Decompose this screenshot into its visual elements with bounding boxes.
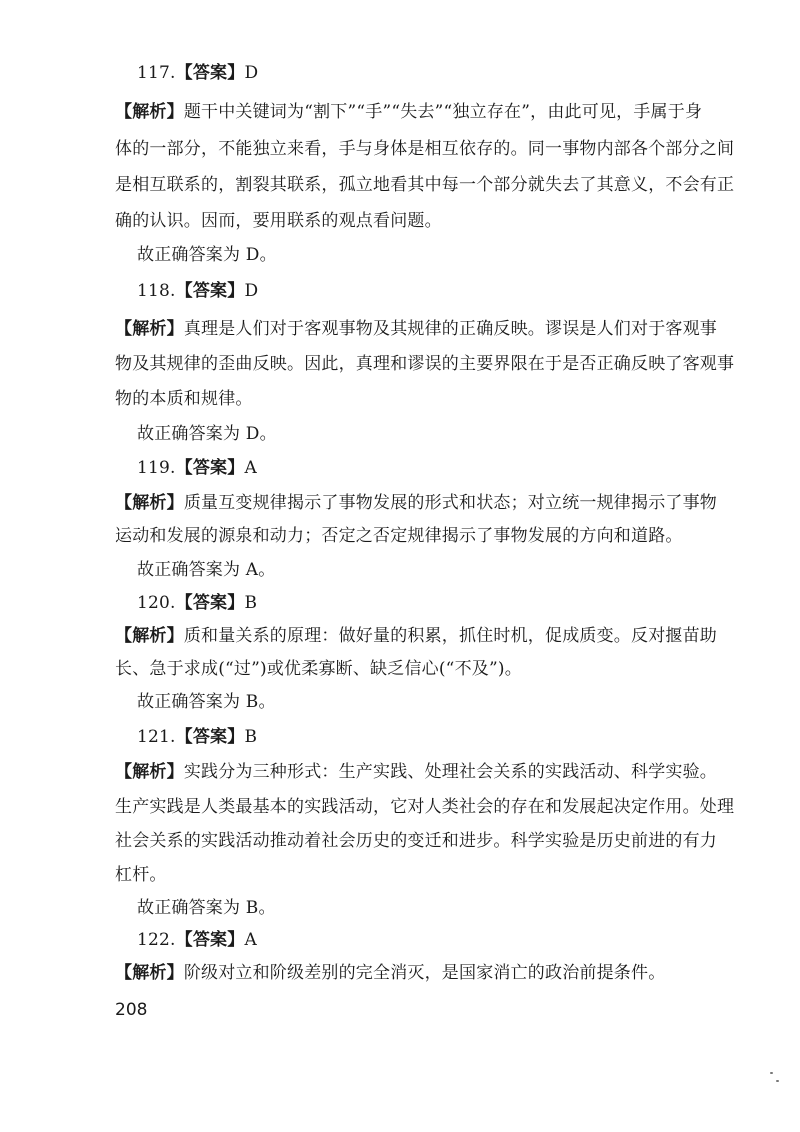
answer-heading-121: 121.【答案】B [137, 727, 258, 747]
answer-tag: 【答案】 [175, 727, 245, 747]
analysis-line: 【解析】质量互变规律揭示了事物发展的形式和状态；对立统一规律揭示了事物 [115, 493, 718, 513]
analysis-line: 【解析】真理是人们对于客观事物及其规律的正确反映。谬误是人们对于客观事 [115, 319, 718, 339]
analysis-tag: 【解析】 [115, 963, 184, 983]
answer-heading-119: 119.【答案】A [137, 458, 257, 478]
analysis-line: 是相互联系的，割裂其联系，孤立地看其中每一个部分就失去了其意义，不会有正 [115, 175, 735, 195]
analysis-line: 生产实践是人类最基本的实践活动，它对人类社会的存在和发展起决定作用。处理 [115, 797, 735, 817]
analysis-tag: 【解析】 [115, 626, 184, 646]
answer-letter: A [244, 458, 257, 478]
analysis-tag: 【解析】 [115, 102, 184, 122]
analysis-tag: 【解析】 [115, 762, 184, 782]
conclusion-119: 故正确答案为 A。 [137, 560, 276, 580]
conclusion-117: 故正确答案为 D。 [137, 245, 277, 265]
analysis-line: 确的认识。因而，要用联系的观点看问题。 [115, 211, 442, 231]
answer-heading-122: 122.【答案】A [137, 930, 257, 950]
answer-tag: 【答案】 [175, 458, 245, 478]
answer-heading-120: 120.【答案】B [137, 593, 258, 613]
conclusion-121: 故正确答案为 B。 [137, 898, 276, 918]
answer-letter: B [244, 593, 258, 613]
analysis-tag: 【解析】 [115, 493, 184, 513]
analysis-line: 长、急于求成(“过”)或优柔寡断、缺乏信心(“不及”)。 [115, 659, 522, 679]
conclusion-118: 故正确答案为 D。 [137, 424, 277, 444]
conclusion-120: 故正确答案为 B。 [137, 692, 276, 712]
answer-letter: A [244, 930, 257, 950]
analysis-tag: 【解析】 [115, 319, 184, 339]
answer-tag: 【答案】 [175, 930, 245, 950]
answer-heading-117: 117.【答案】D [137, 63, 259, 83]
page-number: 208 [115, 1000, 148, 1020]
analysis-line: 杠杆。 [115, 865, 167, 885]
analysis-line: 【解析】质和量关系的原理：做好量的积累，抓住时机，促成质变。反对揠苗助 [115, 626, 718, 646]
scan-speck [770, 1072, 773, 1074]
analysis-line: 运动和发展的源泉和动力；否定之否定规律揭示了事物发展的方向和道路。 [115, 526, 683, 546]
answer-tag: 【答案】 [175, 63, 245, 83]
answer-letter: B [244, 727, 258, 747]
analysis-line: 社会关系的实践活动推动着社会历史的变迁和进步。科学实验是历史前进的有力 [115, 831, 717, 851]
analysis-line: 【解析】阶级对立和阶级差别的完全消灭，是国家消亡的政治前提条件。 [115, 963, 666, 983]
analysis-line: 物的本质和规律。 [115, 389, 253, 409]
answer-heading-118: 118.【答案】D [137, 281, 259, 301]
answer-letter: D [244, 63, 259, 83]
analysis-line: 物及其规律的歪曲反映。因此，真理和谬误的主要界限在于是否正确反映了客观事 [115, 354, 735, 374]
analysis-line: 体的一部分，不能独立来看，手与身体是相互依存的。同一事物内部各个部分之间 [115, 139, 735, 159]
analysis-line: 【解析】实践分为三种形式：生产实践、处理社会关系的实践活动、科学实验。 [115, 762, 718, 782]
answer-tag: 【答案】 [175, 281, 245, 301]
answer-letter: D [244, 281, 259, 301]
scan-speck [776, 1080, 779, 1082]
answer-tag: 【答案】 [175, 593, 245, 613]
analysis-line: 【解析】题干中关键词为“割下”“手”“失去”“独立存在”，由此可见，手属于身 [115, 102, 703, 122]
